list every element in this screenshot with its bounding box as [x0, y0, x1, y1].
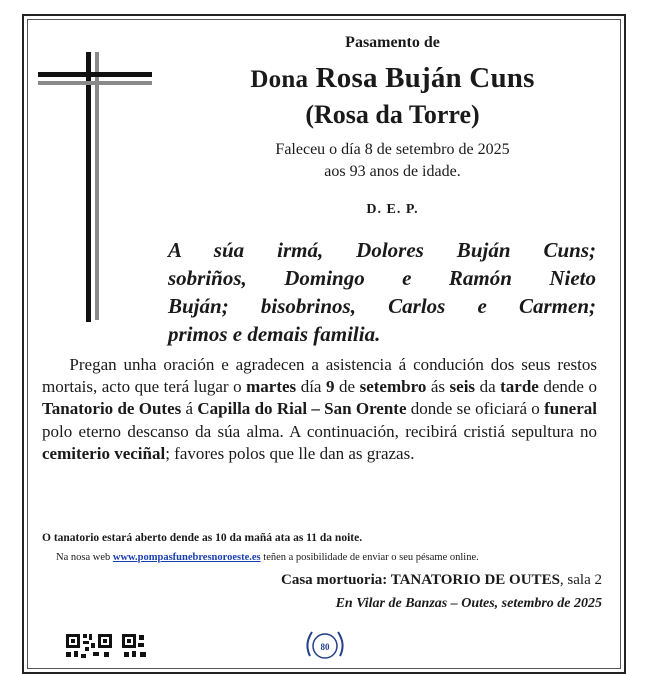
body-bold: martes: [246, 377, 297, 397]
deceased-alias: (Rosa da Torre): [305, 100, 480, 129]
body-bold: funeral: [544, 399, 597, 419]
body-bold: setembro: [359, 377, 427, 397]
body-text: donde se oficiará o: [406, 399, 545, 419]
opening-hours-note: O tanatorio estará aberto dende as 10 da mañá ata as 11 da noite.: [42, 532, 363, 544]
deceased-name: [150, 62, 635, 95]
age-text: aos 93 anos de idade.: [324, 163, 461, 180]
body-text: á: [181, 399, 198, 419]
body-bold: seis: [449, 377, 476, 397]
web-suffix: teñen a posibilidade de enviar o seu pésame online.: [260, 552, 479, 563]
web-note: [56, 552, 479, 563]
body-bold: 9: [326, 377, 335, 397]
body-text: dende o: [538, 377, 597, 397]
body-text: ; favores polos que lle dan as grazas.: [165, 443, 415, 463]
family-line: primos e demais familia.: [168, 322, 381, 346]
web-prefix: Na nosa web: [56, 552, 113, 563]
family-block: [168, 236, 596, 348]
website-link[interactable]: www.pompasfunebresnoroeste.es: [112, 552, 261, 563]
body-bold: Capilla do Rial – San Orente: [197, 399, 407, 419]
body-text: Pregan unha oración e agradecen a asistencia á condución dos seus restos mortais, acto que terá lugar o: [42, 355, 598, 397]
seal-number: 80: [320, 642, 330, 652]
body-bold: Tanatorio de Outes: [42, 399, 182, 419]
seal-icon: [302, 626, 348, 666]
body-text: día: [296, 377, 326, 397]
body-text: de: [334, 377, 360, 397]
family-line: A súa irmá, Dolores Buján Cuns;: [168, 238, 596, 262]
family-line: sobriños, Domingo e Ramón Nieto: [168, 266, 596, 290]
dep-text: D. E. P.: [366, 202, 419, 217]
body-text: polo eterno descanso da súa alma. A continuación, recibirá cristiá sepultura no: [42, 421, 597, 441]
body-text: ás: [426, 377, 450, 397]
name-text: Rosa Buján Cuns: [315, 62, 535, 94]
body-bold: tarde: [500, 377, 539, 397]
body-bold: cemiterio veciñal: [42, 443, 166, 463]
family-line: Buján; bisobrinos, Carlos e Carmen;: [168, 294, 596, 318]
qr-code-icon: [66, 632, 148, 662]
funeral-home: [281, 572, 602, 589]
place-date: En Vilar de Banzas – Outes, setembro de 2025: [335, 596, 602, 611]
ceremony-paragraph: [42, 354, 597, 465]
funeral-home-room: , sala 2: [559, 572, 602, 588]
body-text: da: [475, 377, 501, 397]
name-prefix: Dona: [250, 66, 309, 93]
funeral-home-label: Casa mortuoria: TANATORIO DE OUTES: [281, 572, 560, 588]
notice-heading: Pasamento de: [345, 34, 440, 51]
death-date: Faleceu o día 8 de setembro de 2025: [275, 141, 510, 158]
